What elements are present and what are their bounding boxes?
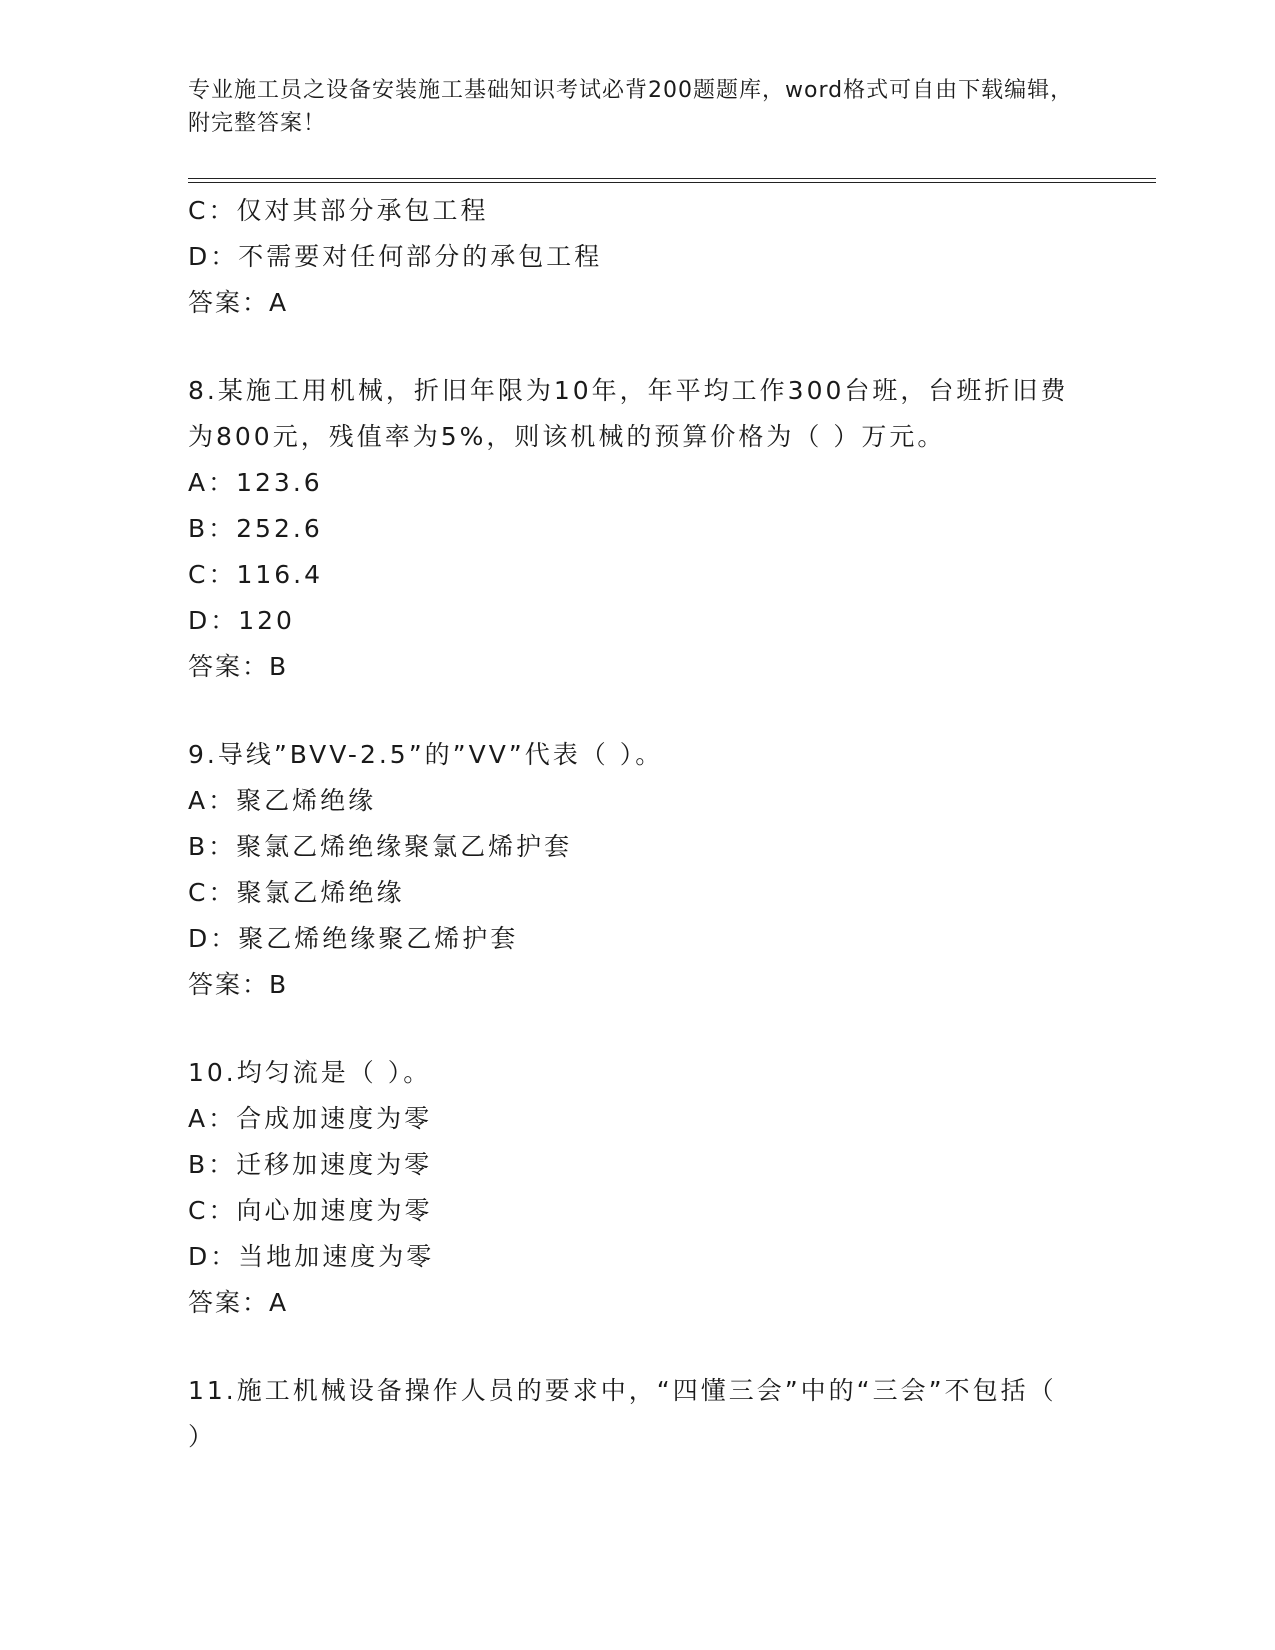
answer-label: 答案：B: [188, 652, 289, 681]
answer-label: 答案：B: [188, 970, 289, 999]
option-c: C：仅对其部分承包工程: [188, 196, 489, 225]
document-header: 专业施工员之设备安装施工基础知识考试必背200题题库，word格式可自由下载编辑，附完整答案！: [188, 78, 1074, 136]
option-d: D：不需要对任何部分的承包工程: [188, 242, 603, 271]
document-page: [188, 0, 1158, 1650]
spacer: [188, 690, 1088, 732]
spacer: [188, 1008, 1088, 1050]
answer-label: 答案：A: [188, 1288, 289, 1317]
option-a: A：合成加速度为零: [188, 1104, 433, 1133]
answer-label: 答案：A: [188, 288, 289, 317]
question-text: 9.导线”BVV-2.5”的”VV”代表（ ）。: [188, 740, 664, 769]
option-c: C：向心加速度为零: [188, 1196, 433, 1225]
question-block-11: [188, 1368, 1088, 1460]
question-list: [188, 188, 1088, 1460]
option-d: D：当地加速度为零: [188, 1242, 435, 1271]
header-divider: [188, 178, 1156, 183]
spacer: [188, 1326, 1088, 1368]
spacer: [188, 326, 1088, 368]
question-text: 10.均匀流是（ ）。: [188, 1058, 432, 1087]
option-a: A：聚乙烯绝缘: [188, 786, 377, 815]
question-text: 11.施工机械设备操作人员的要求中，“四懂三会”中的“三会”不包括（ ）: [188, 1376, 1057, 1451]
option-d: D：聚乙烯绝缘聚乙烯护套: [188, 924, 519, 953]
option-b: B：252.6: [188, 514, 323, 543]
question-text: 8.某施工用机械，折旧年限为10年，年平均工作300台班，台班折旧费为800元，残值率为5%，则该机械的预算价格为（ ）万元。: [188, 376, 1069, 451]
question-block-8: [188, 368, 1088, 690]
question-block-9: [188, 732, 1088, 1008]
option-c: C：116.4: [188, 560, 324, 589]
option-a: A：123.6: [188, 468, 323, 497]
question-block-10: [188, 1050, 1088, 1326]
question-block-7: [188, 188, 1088, 326]
option-b: B：聚氯乙烯绝缘聚氯乙烯护套: [188, 832, 573, 861]
option-b: B：迁移加速度为零: [188, 1150, 433, 1179]
option-c: C：聚氯乙烯绝缘: [188, 878, 405, 907]
option-d: D：120: [188, 606, 295, 635]
